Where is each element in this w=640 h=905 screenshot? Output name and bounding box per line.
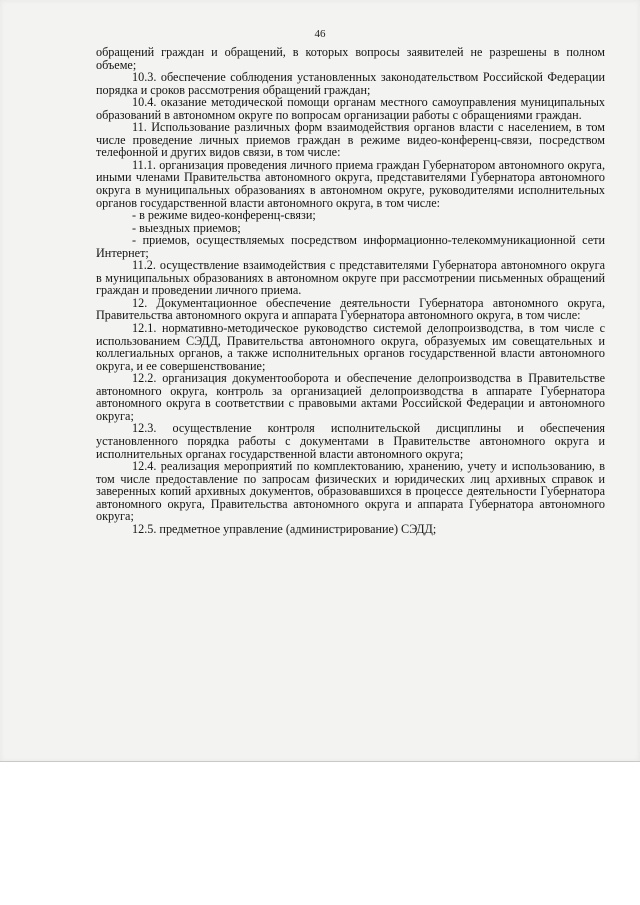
paragraph-12-4: 12.4. реализация мероприятий по комплектованию, хранению, учету и использованию, в том числе предоставление по запросам физических и юридических лиц архивных справок и заверенных копий архивных документов, образовавшихся в процессе деятельности Губернатора автономного округа, Правительства автономного округа и аппарата Губернатора автономного округа; [96,459,605,524]
list-item-video-conference: - в режиме видео-конференц-связи; [132,208,316,223]
paragraph-12: 12. Документационное обеспечение деятельности Губернатора автономного округа, Правительства автономного округа и аппарата Губернатора автономного округа, в том числе: [96,295,605,323]
paragraph-10-4: 10.4. оказание методической помощи органам местного самоуправления муниципальных образований в автономном округе по вопросам организации работы с обращениями граждан. [96,95,605,122]
list-item-field-receptions: - выездных приемов; [132,220,241,235]
document-body [96,46,605,535]
paragraph-12-5: 12.5. предметное управление (администрирование) СЭДД; [132,521,437,536]
paragraph-12-3: 12.3. осуществление контроля исполнительской дисциплины и обеспечения установленного порядка работы с документами в Правительстве автономного округа и исполнительных органах государственной власти автономного округа; [96,421,605,461]
paragraph-11: 11. Использование различных форм взаимодействия органов власти с населением, в том числе проведение личных приемов граждан в режиме видео-конференц-связи, посредством телефонной и других видов связи, в том числе: [96,120,605,160]
paragraph-12-1: 12.1. нормативно-методическое руководство системой делопроизводства, в том числе с использованием СЭДД, Правительства автономного округа, образуемых им совещательных и коллегиальных органов, а также исполнительных органов государственной власти автономного округа, и ее совершенствование; [96,321,605,373]
paragraph-11-1: 11.1. организация проведения личного приема граждан Губернатором автономного округа, иными членами Правительства автономного округа, представителями Губернатора автономного округа в муниципальных образованиях в автономном округе, руководителями исполнительных органов государственной власти автономного округа, в том числе: [96,157,605,210]
paragraph-12-2: 12.2. организация документооборота и обеспечение делопроизводства в Правительстве автономного округа, контроль за организацией делопроизводства в аппарате Губернатора автономного округа в соответствии с правовыми актами Российской Федерации и автономного округа; [96,371,605,423]
paragraph-continuation: обращений граждан и обращений, в которых вопросы заявителей не разрешены в полном объеме; [96,45,605,72]
paragraph-11-2: 11.2. осуществление взаимодействия с представителями Губернатора автономного округа в муниципальных образованиях в автономном округе при рассмотрении письменных обращений граждан и проведении личного приема. [96,258,605,298]
list-item-internet-receptions: - приемов, осуществляемых посредством информационно-телекоммуникационной сети Интернет; [96,233,605,260]
paragraph-10-3: 10.3. обеспечение соблюдения установленных законодательством Российской Федерации порядка и сроков рассмотрения обращений граждан; [96,70,605,97]
page-bottom-edge [0,761,640,762]
page-number: 46 [314,28,326,40]
